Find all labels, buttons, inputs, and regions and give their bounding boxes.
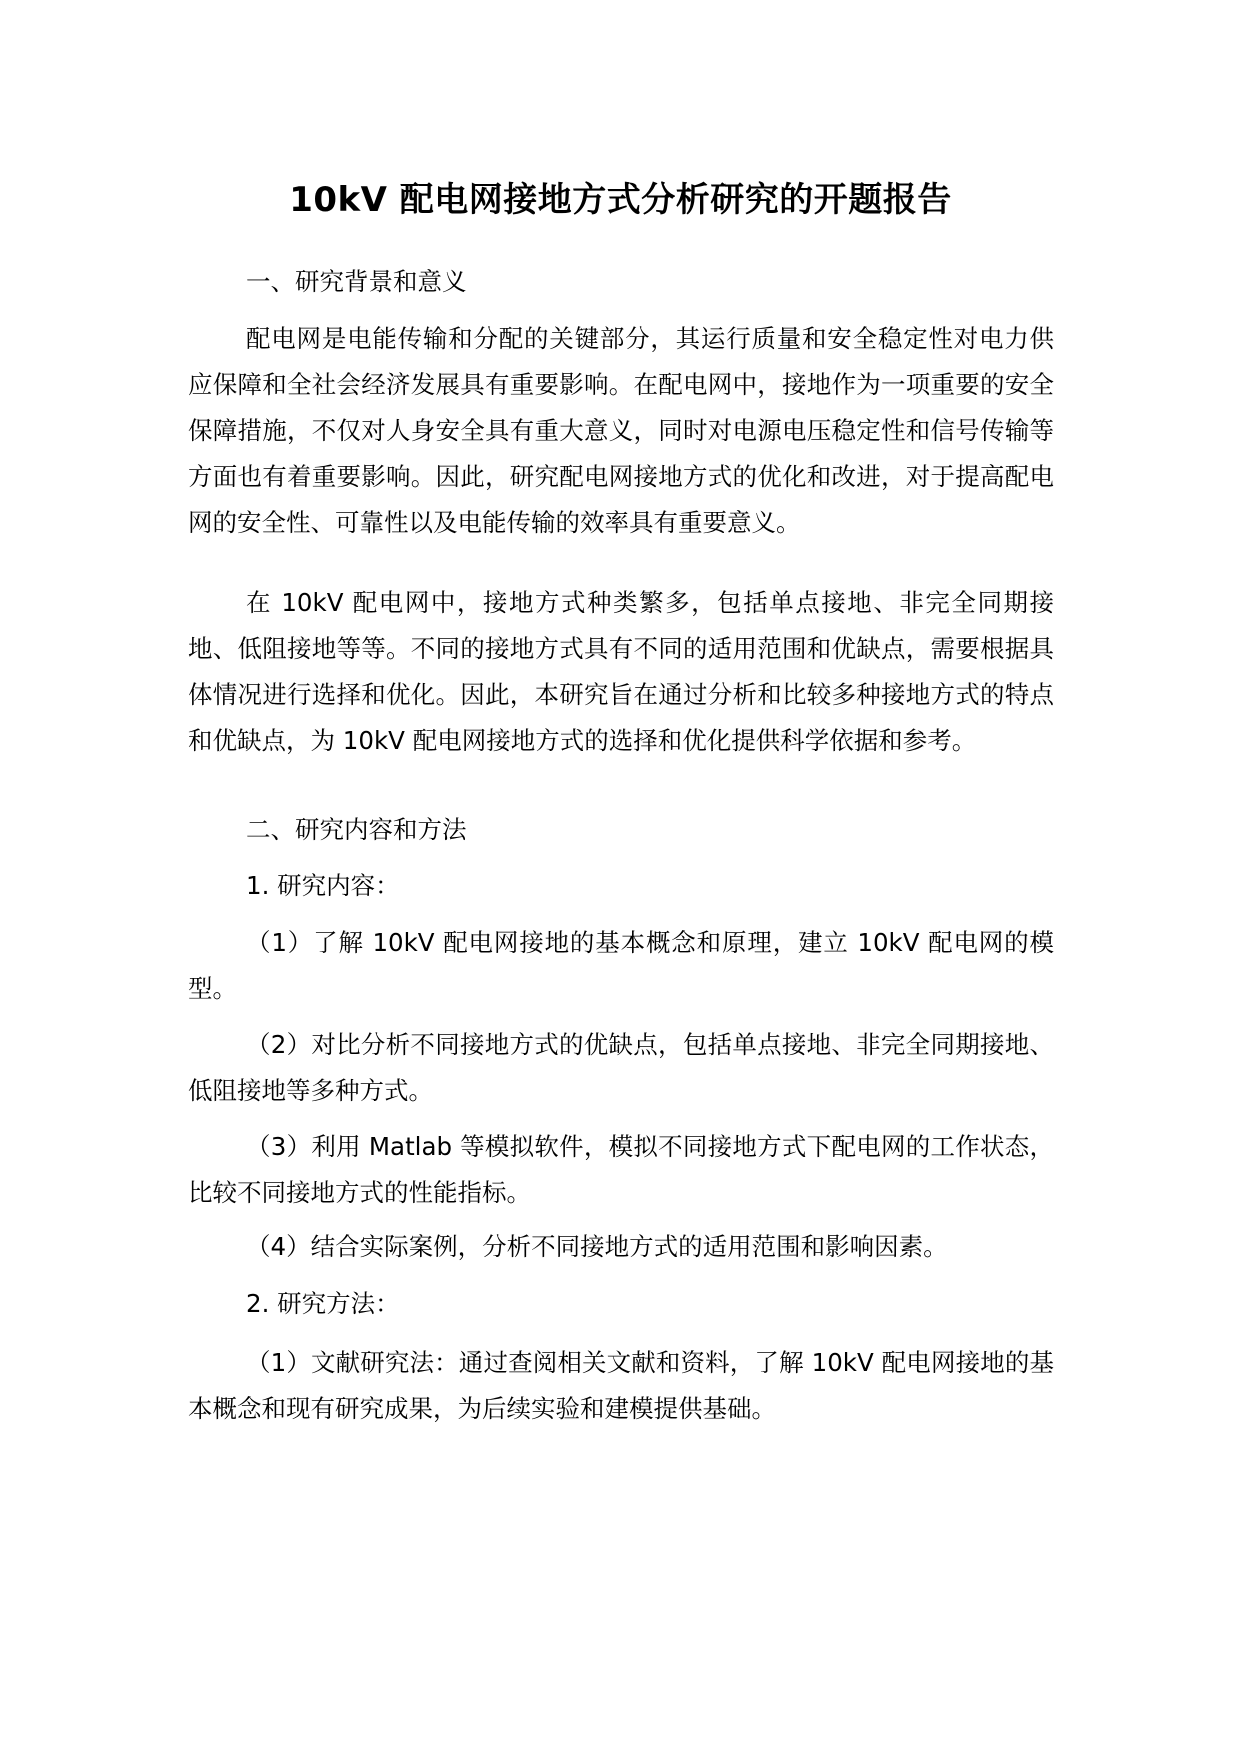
section-heading-background: 一、研究背景和意义 [246, 267, 467, 296]
subsection-heading-content: 1. 研究内容： [246, 871, 400, 900]
section-heading-content-methods: 二、研究内容和方法 [246, 815, 467, 844]
paragraph-grounding-types: 在 10kV 配电网中，接地方式种类繁多，包括单点接地、非完全同期接地、低阻接地等等。不同的接地方式具有不同的适用范围和优缺点，需要根据具体情况进行选择和优化。因此，本研究旨在通过分析和比较多种接地方式的特点和优缺点，为 10kV 配电网接地方式的选择和优化提供科学依据和参考。 [188, 588, 1054, 755]
list-item: （1）文献研究法：通过查阅相关文献和资料，了解 10kV 配电网接地的基本概念和现有研究成果，为后续实验和建模提供基础。 [188, 1348, 1054, 1423]
list-item: （3）利用 Matlab 等模拟软件，模拟不同接地方式下配电网的工作状态，比较不同接地方式的性能指标。 [188, 1132, 1054, 1207]
subsection-heading-methods: 2. 研究方法： [246, 1289, 400, 1318]
document-title: 10kV 配电网接地方式分析研究的开题报告 [289, 180, 952, 220]
paragraph-background: 配电网是电能传输和分配的关键部分，其运行质量和安全稳定性对电力供应保障和全社会经济发展具有重要影响。在配电网中，接地作为一项重要的安全保障措施，不仅对人身安全具有重大意义，同时对电源电压稳定性和信号传输等方面也有着重要影响。因此，研究配电网接地方式的优化和改进，对于提高配电网的安全性、可靠性以及电能传输的效率具有重要意义。 [188, 324, 1054, 537]
list-item: （2）对比分析不同接地方式的优缺点，包括单点接地、非完全同期接地、低阻接地等多种方式。 [188, 1030, 1054, 1105]
list-item: （1）了解 10kV 配电网接地的基本概念和原理，建立 10kV 配电网的模型。 [188, 928, 1054, 1003]
list-item: （4）结合实际案例，分析不同接地方式的适用范围和影响因素。 [246, 1232, 948, 1261]
